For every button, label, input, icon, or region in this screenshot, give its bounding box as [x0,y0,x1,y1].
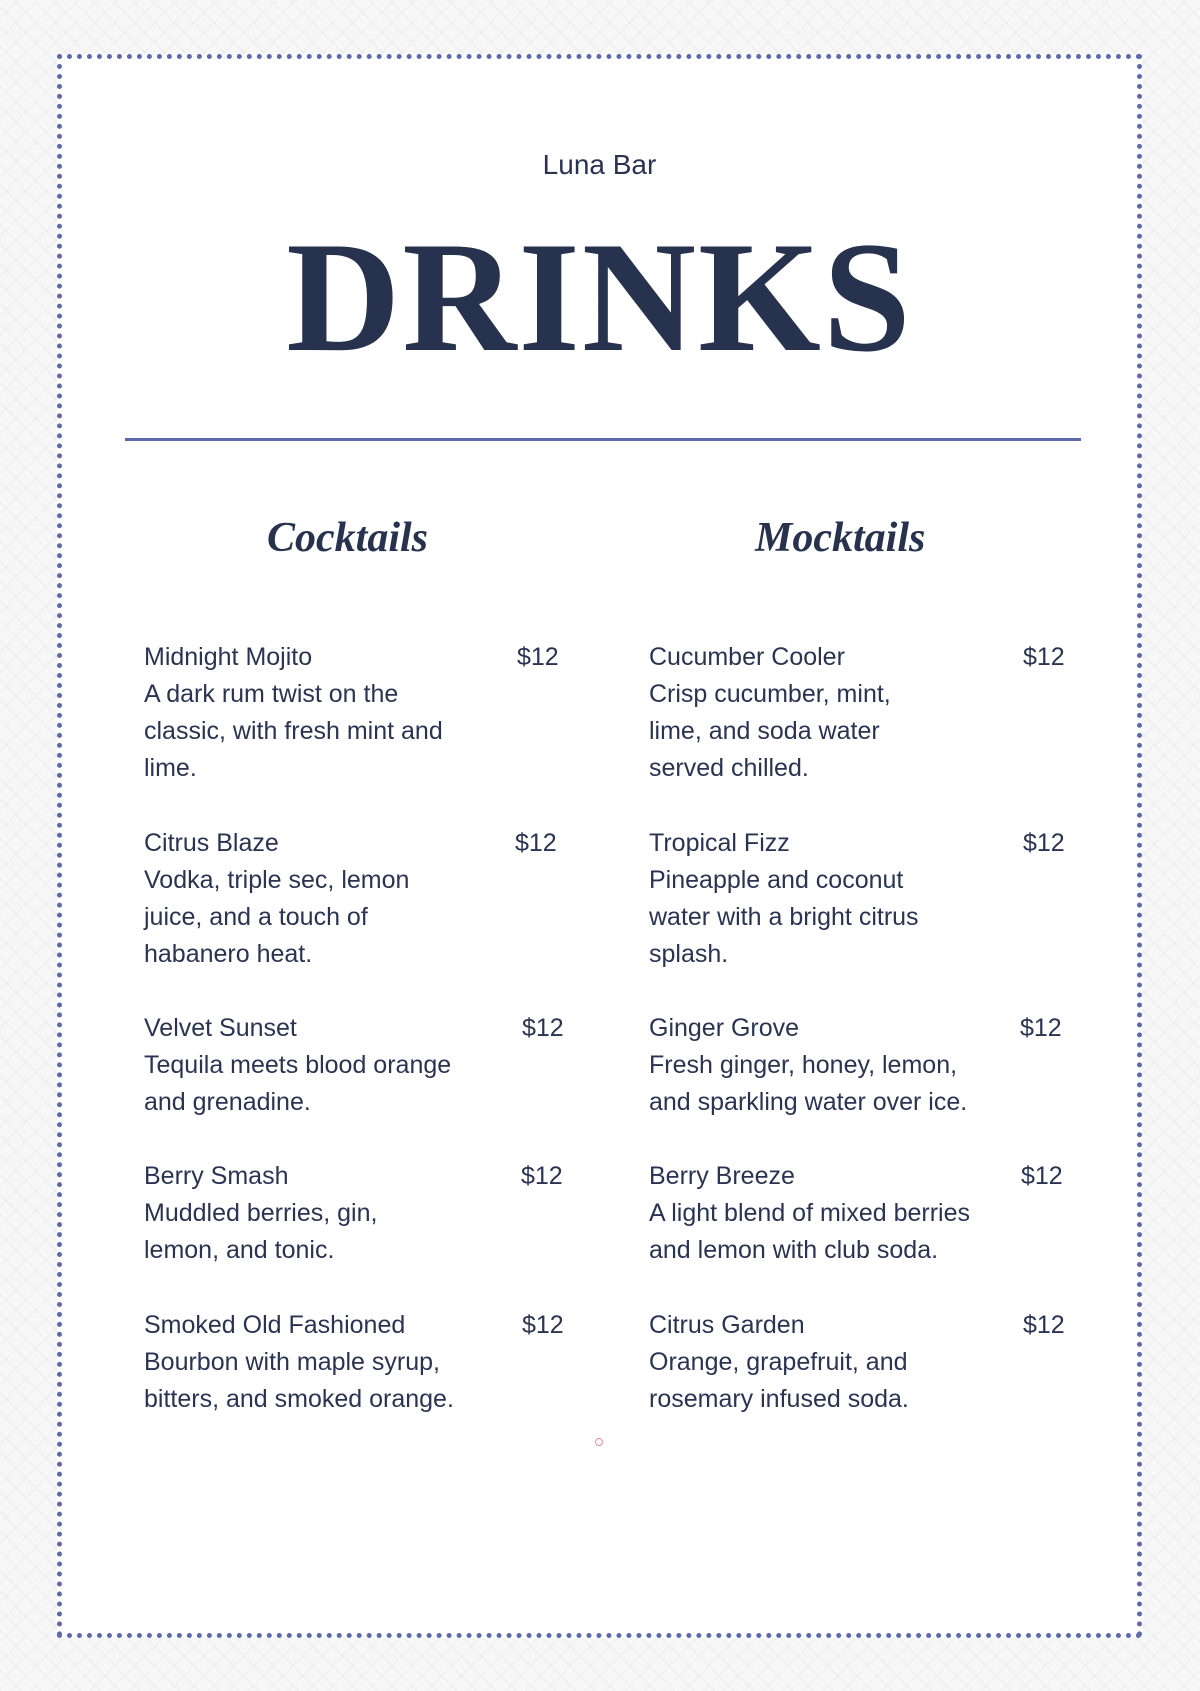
item-name: Midnight Mojito [144,643,313,671]
item-description: Pineapple and coconut water with a bright citrus splash. [649,866,919,968]
item-name: Ginger Grove [649,1014,800,1042]
menu-card [57,54,1142,1638]
item-description: Crisp cucumber, mint, lime, and soda water served chilled. [649,680,891,782]
item-name: Berry Breeze [649,1162,795,1190]
item-price: $12 [517,643,559,671]
menu-item [649,825,949,973]
item-name: Smoked Old Fashioned [144,1311,406,1339]
item-description: Tequila meets blood orange and grenadine. [144,1051,452,1116]
menu-item [144,1010,454,1121]
item-price: $12 [522,1014,564,1042]
item-price: $12 [1020,1014,1062,1042]
item-name: Tropical Fizz [649,829,790,857]
menu-item [649,1010,984,1121]
item-name: Cucumber Cooler [649,643,845,671]
menu-item [649,1158,989,1269]
item-price: $12 [522,1311,564,1339]
item-description: Fresh ginger, honey, lemon, and sparkling water over ice. [649,1051,968,1116]
item-description: A light blend of mixed berries and lemon with club soda. [649,1199,971,1264]
item-description: Orange, grapefruit, and rosemary infused soda. [649,1348,909,1413]
menu-item [144,1307,489,1418]
menu-item [144,825,474,973]
item-price: $12 [1023,643,1065,671]
item-price: $12 [521,1162,563,1190]
item-description: A dark rum twist on the classic, with fresh mint and lime. [144,680,443,782]
menu-item [649,1307,949,1418]
small-circle-icon [595,1438,603,1446]
venue-name: Luna Bar [542,149,657,180]
item-name: Citrus Garden [649,1311,805,1339]
item-name: Velvet Sunset [144,1014,297,1042]
divider [125,438,1081,441]
item-description: Muddled berries, gin, lemon, and tonic. [144,1199,378,1264]
menu-item [144,639,474,787]
menu-item [649,639,939,787]
item-price: $12 [1023,1311,1065,1339]
item-name: Berry Smash [144,1162,289,1190]
item-name: Citrus Blaze [144,829,279,857]
cocktails-heading: Cocktails [267,515,429,561]
menu-item [144,1158,434,1269]
item-description: Bourbon with maple syrup, bitters, and smoked orange. [144,1348,454,1413]
mocktails-heading: Mocktails [755,515,926,561]
item-price: $12 [515,829,557,857]
menu-title: DRINKS [286,210,913,385]
item-description: Vodka, triple sec, lemon juice, and a touch of habanero heat. [144,866,410,968]
item-price: $12 [1023,829,1065,857]
item-price: $12 [1021,1162,1063,1190]
